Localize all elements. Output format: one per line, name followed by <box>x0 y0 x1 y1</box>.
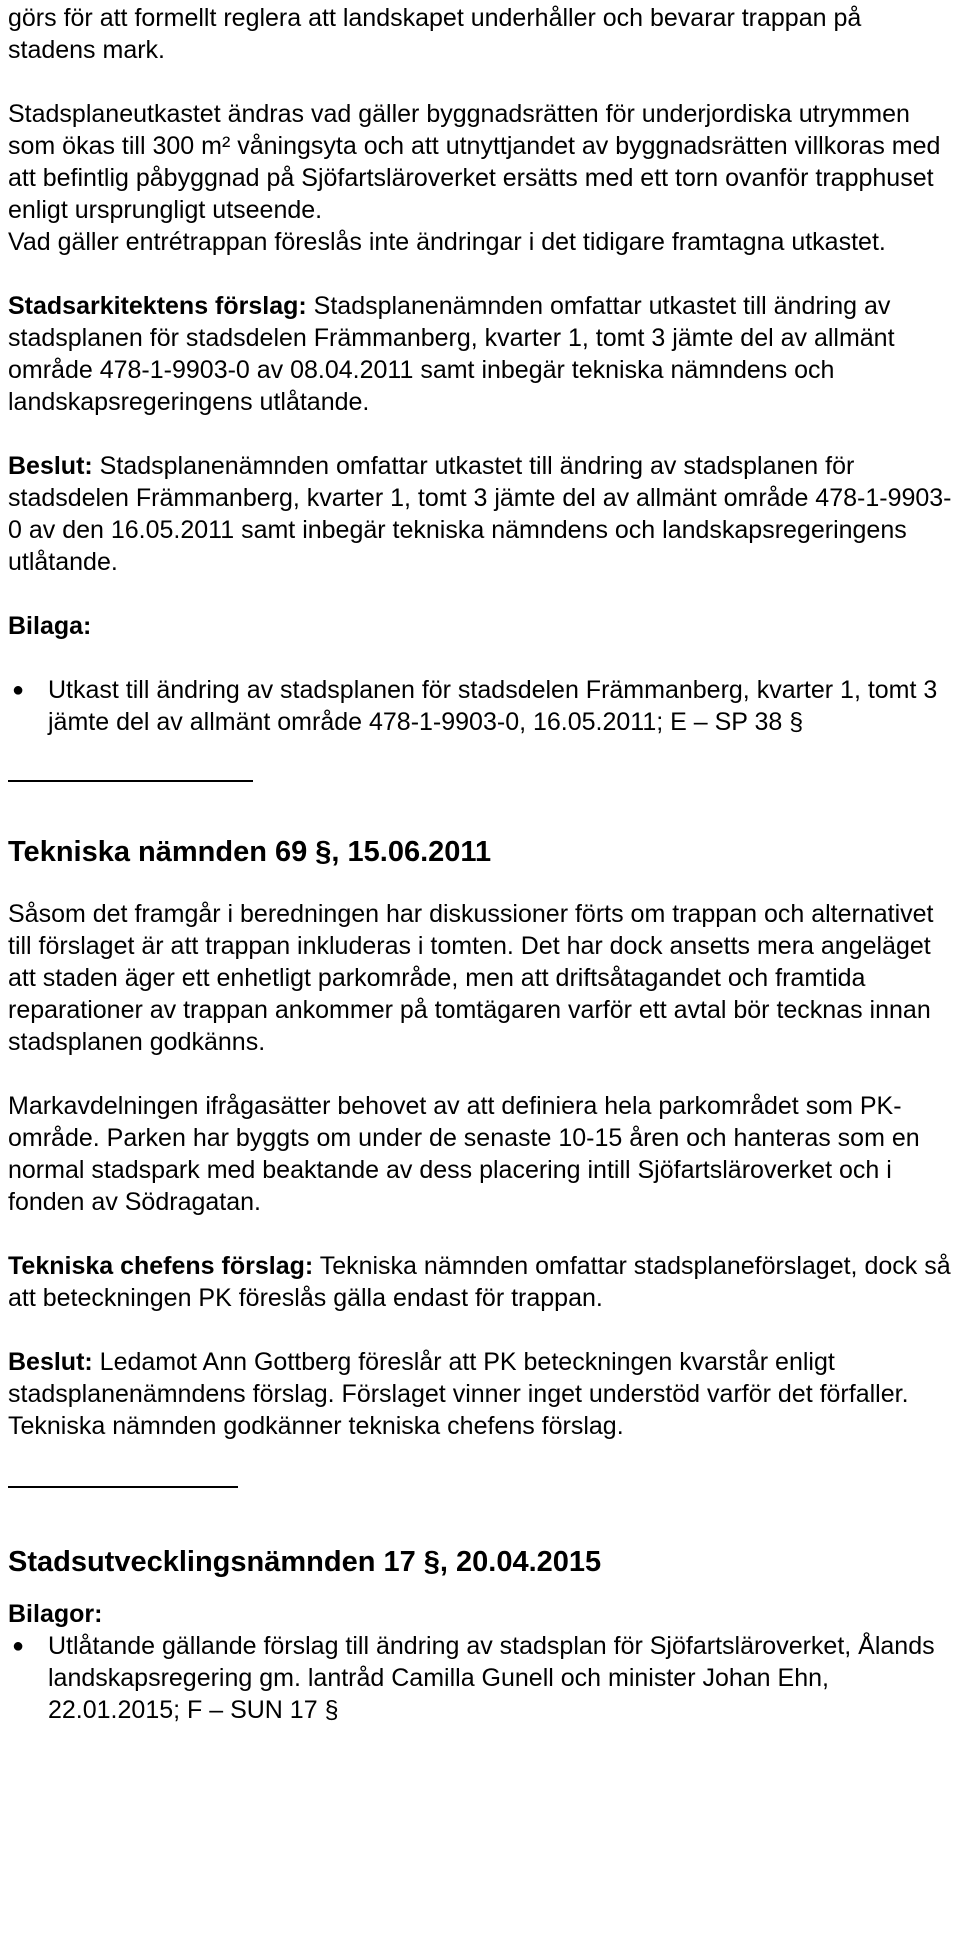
intro-paragraph-1: görs för att formellt reglera att landskapet underhåller och bevarar trappan på stadens mark. <box>8 4 862 64</box>
architect-proposal-label: Stadsarkitektens förslag: <box>8 292 307 320</box>
attachment-1-text: Utkast till ändring av stadsplanen för stadsdelen Främmanberg, kvarter 1, tomt 3 jämte del av allmänt område 478-1-9903-0, 16.05.2011; E – SP 38 § <box>48 676 938 736</box>
decision-1 <box>8 450 953 578</box>
intro-paragraph-2: Stadsplaneutkastet ändras vad gäller byggnadsrätten för underjordiska utrymmen som ökas till 300 m² våningsyta och att utnyttjandet av byggnadsrätten villkoras med att befintlig påbyggnad på Sjöfartsläroverket ersätts med ett torn ovanför trapphuset enligt ursprungligt utseende. <box>8 100 941 224</box>
decision-2-text: Ledamot Ann Gottberg föreslår att PK beteckningen kvarstår enligt stadsplanenämndens förslag. Förslaget vinner inget understöd varför det förfaller. <box>8 1348 909 1408</box>
decision-2 <box>8 1346 953 1410</box>
attachment-2-item <box>8 1630 953 1726</box>
decision-2-label: Beslut: <box>8 1348 93 1376</box>
decision-1-label: Beslut: <box>8 452 93 480</box>
attachment-1-item <box>8 674 953 738</box>
attachment-1-label: Bilaga: <box>8 612 92 640</box>
decision-1-text: Stadsplanenämnden omfattar utkastet till ändring av stadsplanen för stadsdelen Främmanberg, kvarter 1, tomt 3 jämte del av allmänt område 478-1-9903-0 av den 16.05.2011 samt inbegär tekniska nämndens och landskapsregeringens utlåtande. <box>8 452 952 576</box>
bullet-icon: ● <box>12 1635 25 1657</box>
document-page <box>8 0 953 1726</box>
attachments-label: Bilagor: <box>8 1600 103 1628</box>
architect-proposal <box>8 290 953 418</box>
section-2-paragraph-1: Såsom det framgår i beredningen har diskussioner förts om trappan och alternativet till förslaget är att trappan inkluderas i tomten. Det har dock ansetts mera angeläget att staden äger ett enhetligt parkområde, men att driftsåtagandet och framtida reparationer av trappan ankommer på tomtägaren varför ett avtal bör tecknas innan stadsplanen godkänns. <box>8 900 934 1056</box>
section-2-paragraph-2: Markavdelningen ifrågasätter behovet av att definiera hela parkområdet som PK-område. Parken har byggts om under de senaste 10-15 åren och hanteras som en normal stadspark med beaktande av dess placering intill Sjöfartsläroverket och i fonden av Södragatan. <box>8 1092 920 1216</box>
section-3-heading: Stadsutvecklingsnämnden 17 §, 20.04.2015 <box>8 1546 602 1578</box>
technical-chief-proposal <box>8 1250 953 1314</box>
bullet-icon: ● <box>12 679 25 701</box>
attachment-2-text: Utlåtande gällande förslag till ändring av stadsplan för Sjöfartsläroverket, Ålands landskapsregering gm. lantråd Camilla Gunell och minister Johan Ehn, 22.01.2015; F – SUN 17 § <box>48 1632 935 1724</box>
technical-chief-proposal-text: Tekniska nämnden omfattar stadsplaneförslaget, dock så att beteckningen PK föreslås gälla endast för trappan. <box>8 1252 951 1312</box>
decision-2-conclusion: Tekniska nämnden godkänner tekniska chefens förslag. <box>8 1412 624 1440</box>
technical-chief-proposal-label: Tekniska chefens förslag: <box>8 1252 314 1280</box>
architect-proposal-text: Stadsplanenämnden omfattar utkastet till ändring av stadsplanen för stadsdelen Främmanberg, kvarter 1, tomt 3 jämte del av allmänt område 478-1-9903-0 av 08.04.2011 samt inbegär tekniska nämndens och landskapsregeringens utlåtande. <box>8 292 895 416</box>
section-2-heading: Tekniska nämnden 69 §, 15.06.2011 <box>8 836 492 868</box>
intro-paragraph-3: Vad gäller entrétrappan föreslås inte ändringar i det tidigare framtagna utkastet. <box>8 228 886 256</box>
